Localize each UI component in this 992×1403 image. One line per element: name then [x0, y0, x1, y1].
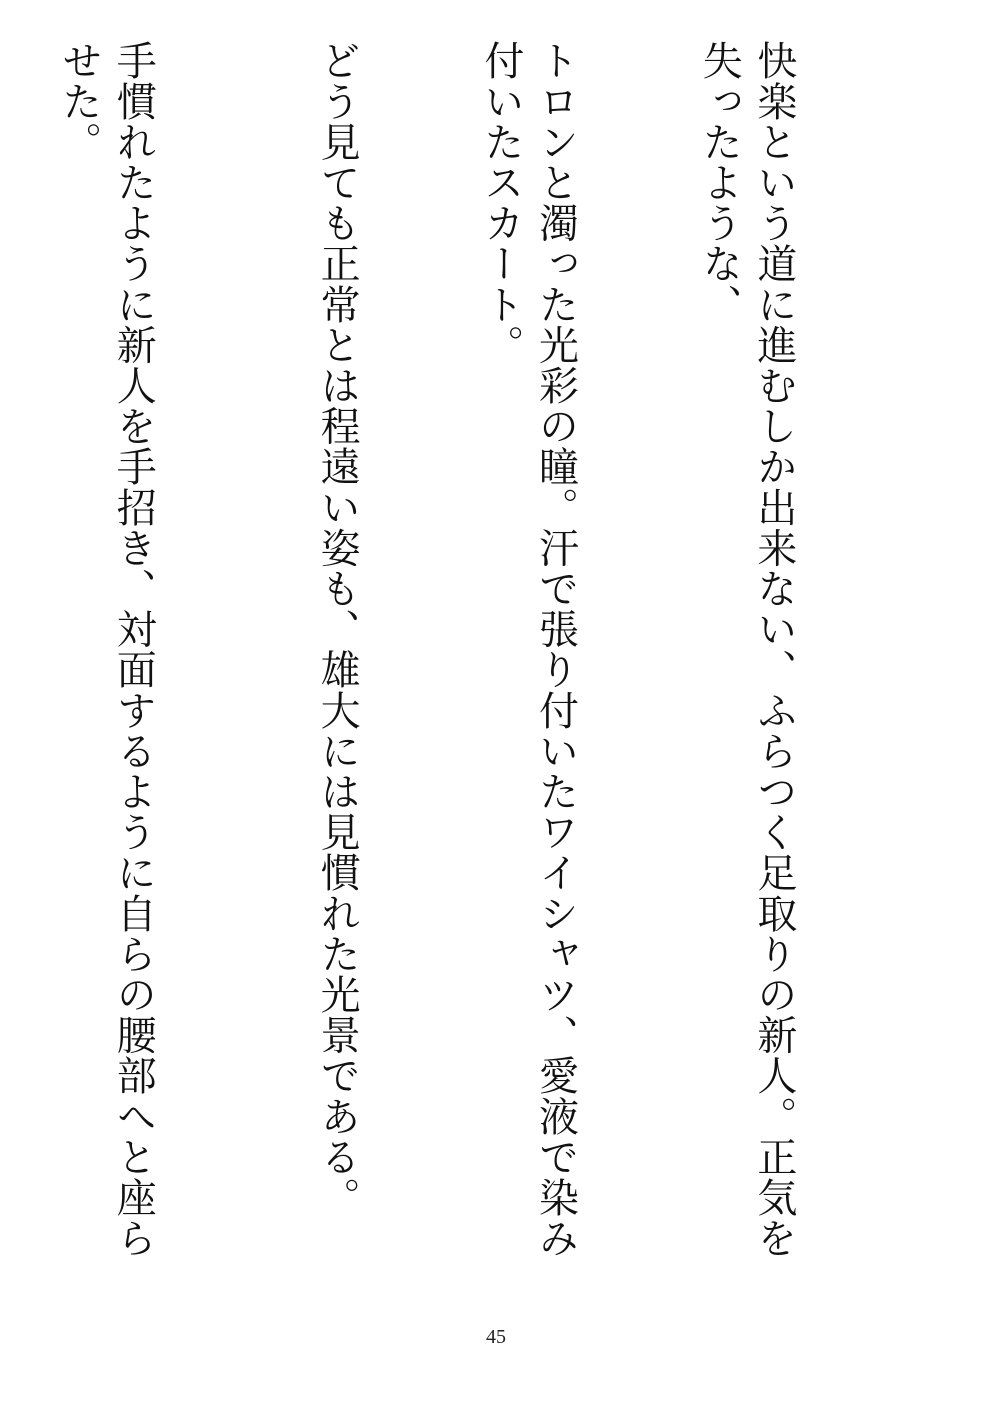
text-column: 手慣れたように新人を手招き、対面するように自らの腰部へと座らせた。 [55, 40, 157, 1258]
page-number: 45 [486, 1326, 506, 1348]
text-column: トロンと濁った光彩の瞳。汗で張り付いたワイシャツ、愛液で染み付いたスカート。 [477, 40, 579, 1258]
vertical-text-body [55, 40, 950, 1290]
text-column: どう見ても正常とは程遠い姿も、雄大には見慣れた光景である。 [314, 40, 361, 1218]
text-column: 快楽という道に進むしか出来ない、ふらつく足取りの新人。正気を失ったような、 [696, 40, 797, 1258]
